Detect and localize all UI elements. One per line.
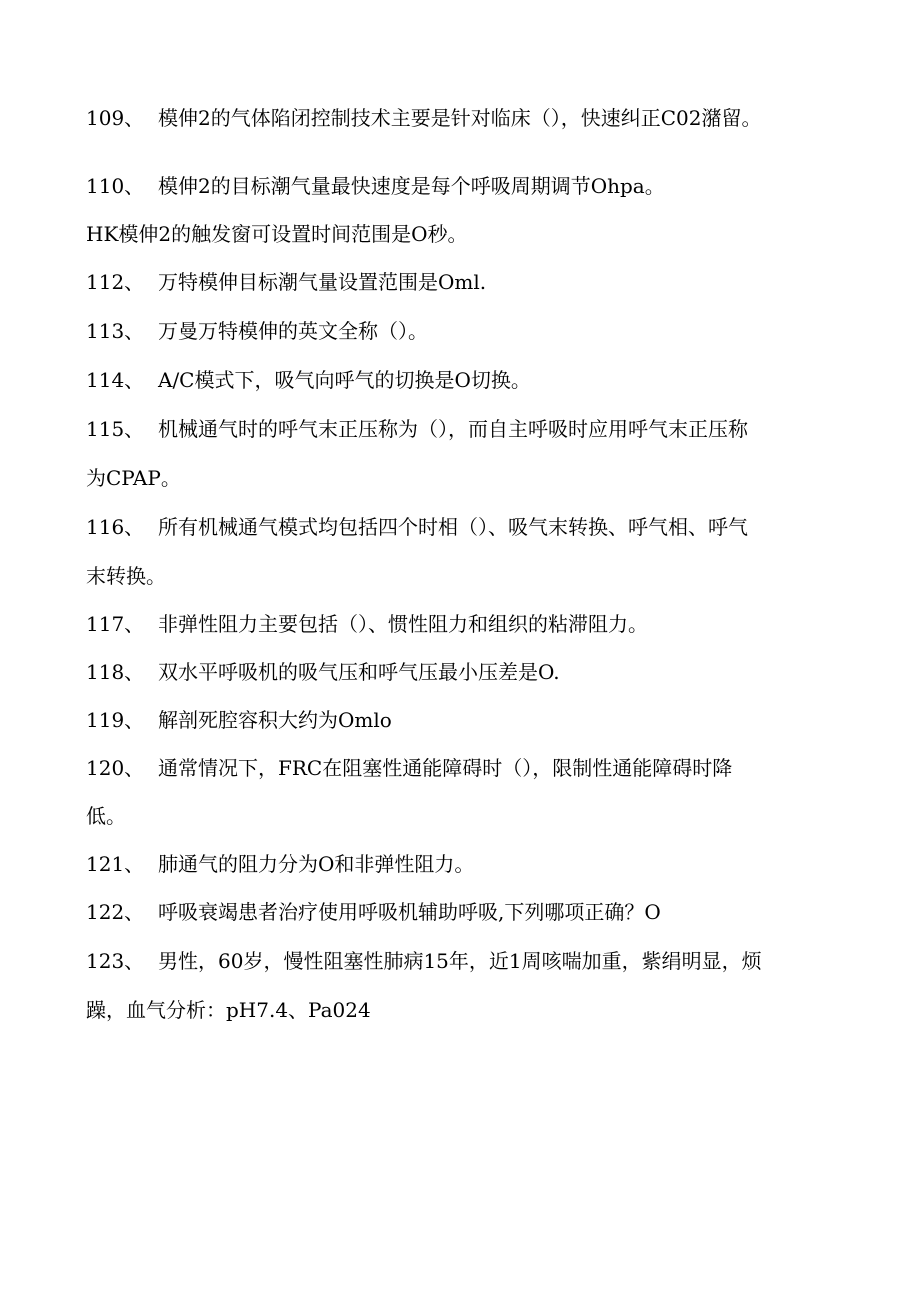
question-118: [86, 657, 860, 687]
question-text: 呼吸衰竭患者治疗使用呼吸机辅助呼吸,下列哪项正确？O: [158, 900, 661, 924]
question-text: 肺通气的阻力分为O和非弹性阻力。: [158, 852, 475, 876]
question-number: 123、: [86, 949, 145, 973]
question-text: 为CPAP。: [86, 466, 181, 490]
question-120: [86, 753, 860, 783]
question-text: 男性，60岁，慢性阻塞性肺病15年，近1周咳喘加重，紫绢明显，烦: [158, 949, 762, 973]
question-text: A/C模式下，吸气向呼气的切换是O切换。: [158, 368, 531, 392]
question-number: 118、: [86, 660, 145, 684]
question-text: 低。: [86, 804, 126, 828]
question-text: 双水平呼吸机的吸气压和呼气压最小压差是O.: [158, 660, 560, 684]
question-number: 110、: [86, 174, 145, 198]
question-109: [86, 103, 860, 133]
question-number: 121、: [86, 852, 145, 876]
question-number: 113、: [86, 319, 145, 343]
question-116: [86, 512, 860, 542]
question-number: 109、: [86, 106, 145, 130]
question-number: 116、: [86, 515, 145, 539]
question-116-continuation: [86, 561, 860, 591]
question-text: 模伸2的目标潮气量最快速度是每个呼吸周期调节Ohpa。: [158, 174, 665, 198]
question-110: [86, 171, 860, 201]
question-number: 117、: [86, 612, 145, 636]
question-115-continuation: [86, 463, 860, 493]
question-number: 115、: [86, 417, 145, 441]
question-113: [86, 316, 860, 346]
question-117: [86, 609, 860, 639]
question-121: [86, 849, 860, 879]
question-number: 112、: [86, 270, 145, 294]
question-text: 非弹性阻力主要包括（）、惯性阻力和组织的粘滞阻力。: [158, 612, 648, 636]
question-text: 万曼万特模伸的英文全称（）。: [158, 319, 428, 343]
question-text: 解剖死腔容积大约为Omlo: [158, 708, 392, 732]
question-number: 120、: [86, 756, 145, 780]
question-114: [86, 365, 860, 395]
question-123: [86, 946, 860, 976]
question-text: 模伸2的气体陷闭控制技术主要是针对临床（），快速纠正C02潴留。: [158, 106, 762, 130]
question-number: 114、: [86, 368, 145, 392]
question-text: 万特模伸目标潮气量设置范围是Oml.: [158, 270, 487, 294]
question-115: [86, 414, 860, 444]
question-number: 119、: [86, 708, 145, 732]
question-text: 所有机械通气模式均包括四个时相（）、吸气末转换、呼气相、呼气: [158, 515, 748, 539]
question-number: 122、: [86, 900, 145, 924]
question-text: 通常情况下，FRC在阻塞性通能障碍时（），限制性通能障碍时降: [158, 756, 733, 780]
question-text: 末转换。: [86, 564, 166, 588]
question-119: [86, 705, 860, 735]
question-111: [86, 219, 860, 249]
question-120-continuation: [86, 801, 860, 831]
question-122: [86, 897, 860, 927]
question-text: 机械通气时的呼气末正压称为（），而自主呼吸时应用呼气末正压称: [158, 417, 748, 441]
question-123-continuation: [86, 995, 860, 1025]
question-text: 躁，血气分析：pH7.4、Pa024: [86, 998, 371, 1022]
question-text: HK模伸2的触发窗可设置时间范围是O秒。: [86, 222, 468, 246]
question-112: [86, 267, 860, 297]
